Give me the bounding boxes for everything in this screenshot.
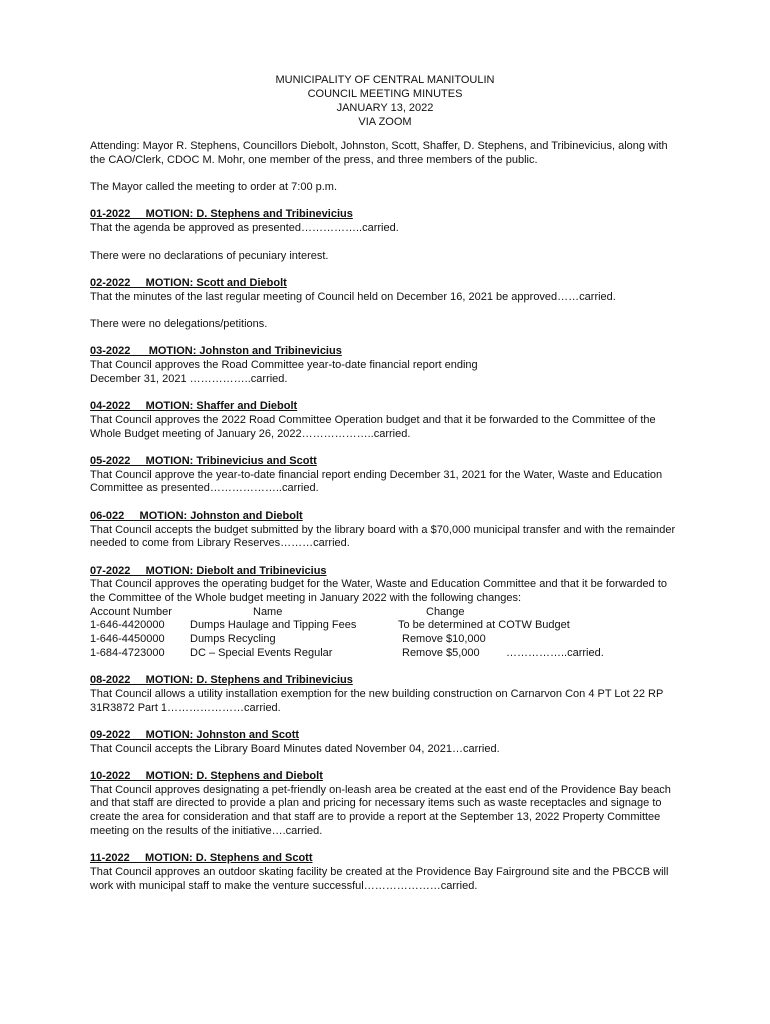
motion-03	[90, 345, 680, 386]
motion-01	[90, 208, 680, 235]
motion-heading: 04-2022 MOTION: Shaffer and Diebolt	[90, 400, 298, 413]
motion-05	[90, 455, 680, 496]
motion-text: That the agenda be approved as presented……………..carried.	[90, 222, 399, 235]
motion-text: That Council approve the year-to-date financial report ending December 31, 2021 for the Water, Waste and Education Committee as presented………………..carried.	[90, 468, 663, 495]
account-name: DC – Special Events Regular	[190, 646, 333, 659]
account-name: Dumps Recycling	[190, 633, 276, 646]
motion-text-line-2: December 31, 2021 ……………..carried.	[90, 372, 288, 385]
motion-02	[90, 277, 680, 304]
motion-text: That Council approves the 2022 Road Committee Operation budget and that it be forwarded to the Committee of the Whole Budget meeting of January 26, 2022………………..carried.	[90, 413, 656, 440]
motion-06	[90, 510, 680, 551]
column-header-account: Account Number	[90, 605, 172, 618]
table-row	[90, 633, 680, 647]
motion-07	[90, 565, 680, 661]
account-change: To be determined at COTW Budget	[398, 619, 570, 632]
motion-heading: 06-022 MOTION: Johnston and Diebolt	[90, 509, 303, 522]
motion-text: That Council approves the operating budget for the Water, Waste and Education Committee and that it be forwarded to the Committee of the Whole budget meeting in January 2022 with the following changes:	[90, 578, 668, 605]
motion-text: That Council approves an outdoor skating facility be created at the Providence Bay Fairground site and the PBCCB will work with municipal staff to make the venture successful…………………carried.	[90, 865, 669, 892]
motion-heading: 08-2022 MOTION: D. Stephens and Tribinevicius	[90, 674, 353, 687]
account-name: Dumps Haulage and Tipping Fees	[190, 619, 357, 632]
budget-changes-table	[90, 606, 680, 661]
motion-04	[90, 400, 680, 441]
motion-08	[90, 674, 680, 715]
pecuniary-statement: There were no declarations of pecuniary interest.	[90, 249, 329, 262]
motion-text: That Council approves designating a pet-friendly on-leash area be created at the east end of the Providence Bay beach and that staff are directed to provide a plan and pricing for necessary items such as waste receptacles and signage to create the area for consideration and that staff are to provide a report at the September 13, 2022 Property Committee meeting on the results of the initiative….carried.	[90, 783, 671, 837]
motion-09	[90, 729, 680, 756]
document-title: COUNCIL MEETING MINUTES	[307, 88, 463, 100]
motion-heading: 11-2022 MOTION: D. Stephens and Scott	[90, 852, 313, 865]
motion-text-line-1: That Council approves the Road Committee year-to-date financial report ending	[90, 359, 478, 372]
motion-text: That the minutes of the last regular meeting of Council held on December 16, 2021 be approved……carried.	[90, 290, 616, 303]
motion-11	[90, 852, 680, 893]
attendance-paragraph: Attending: Mayor R. Stephens, Councillors Diebolt, Johnston, Scott, Shaffer, D. Stephens, and Tribinevicius, along with the CAO/Clerk, CDOC M. Mohr, one member of the press, and three members of the public.	[90, 140, 668, 166]
motion-heading: 02-2022 MOTION: Scott and Diebolt	[90, 276, 287, 289]
meeting-date: JANUARY 13, 2022	[336, 102, 434, 114]
document-body	[90, 140, 680, 907]
account-number: 1-684-4723000	[90, 646, 165, 659]
motion-heading: 01-2022 MOTION: D. Stephens and Tribinevicius	[90, 208, 353, 221]
motion-heading: 05-2022 MOTION: Tribinevicius and Scott	[90, 455, 317, 468]
motion-text: That Council allows a utility installation exemption for the new building construction on Carnarvon Con 4 PT Lot 22 RP 31R3872 Part 1…………………carried.	[90, 687, 664, 714]
motion-heading: 07-2022 MOTION: Diebolt and Tribinevicius	[90, 564, 327, 577]
delegations-statement: There were no delegations/petitions.	[90, 318, 268, 331]
account-change: Remove $5,000	[402, 646, 480, 659]
column-header-name: Name	[253, 605, 283, 618]
motion-heading: 09-2022 MOTION: Johnston and Scott	[90, 728, 300, 741]
account-change: Remove $10,000	[402, 633, 486, 646]
motion-heading: 03-2022 MOTION: Johnston and Tribinevicius	[90, 345, 342, 358]
motion-text: That Council accepts the Library Board Minutes dated November 04, 2021…carried.	[90, 742, 500, 755]
call-to-order: The Mayor called the meeting to order at 7:00 p.m.	[90, 181, 338, 194]
meeting-venue: VIA ZOOM	[358, 116, 412, 128]
municipality-title: MUNICIPALITY OF CENTRAL MANITOULIN	[275, 74, 495, 86]
table-row	[90, 647, 680, 661]
motion-text: That Council accepts the budget submitted by the library board with a $70,000 municipal transfer and with the remainder needed to come from Library Reserves………carried.	[90, 523, 676, 550]
account-number: 1-646-4420000	[90, 619, 165, 632]
account-number: 1-646-4450000	[90, 633, 165, 646]
motion-10	[90, 770, 680, 839]
table-header-row	[90, 606, 680, 620]
motion-heading: 10-2022 MOTION: D. Stephens and Diebolt	[90, 770, 323, 783]
column-header-change: Change	[426, 605, 465, 618]
document-header	[0, 73, 770, 129]
carried-note: ……………..carried.	[506, 646, 604, 659]
table-row	[90, 619, 680, 633]
